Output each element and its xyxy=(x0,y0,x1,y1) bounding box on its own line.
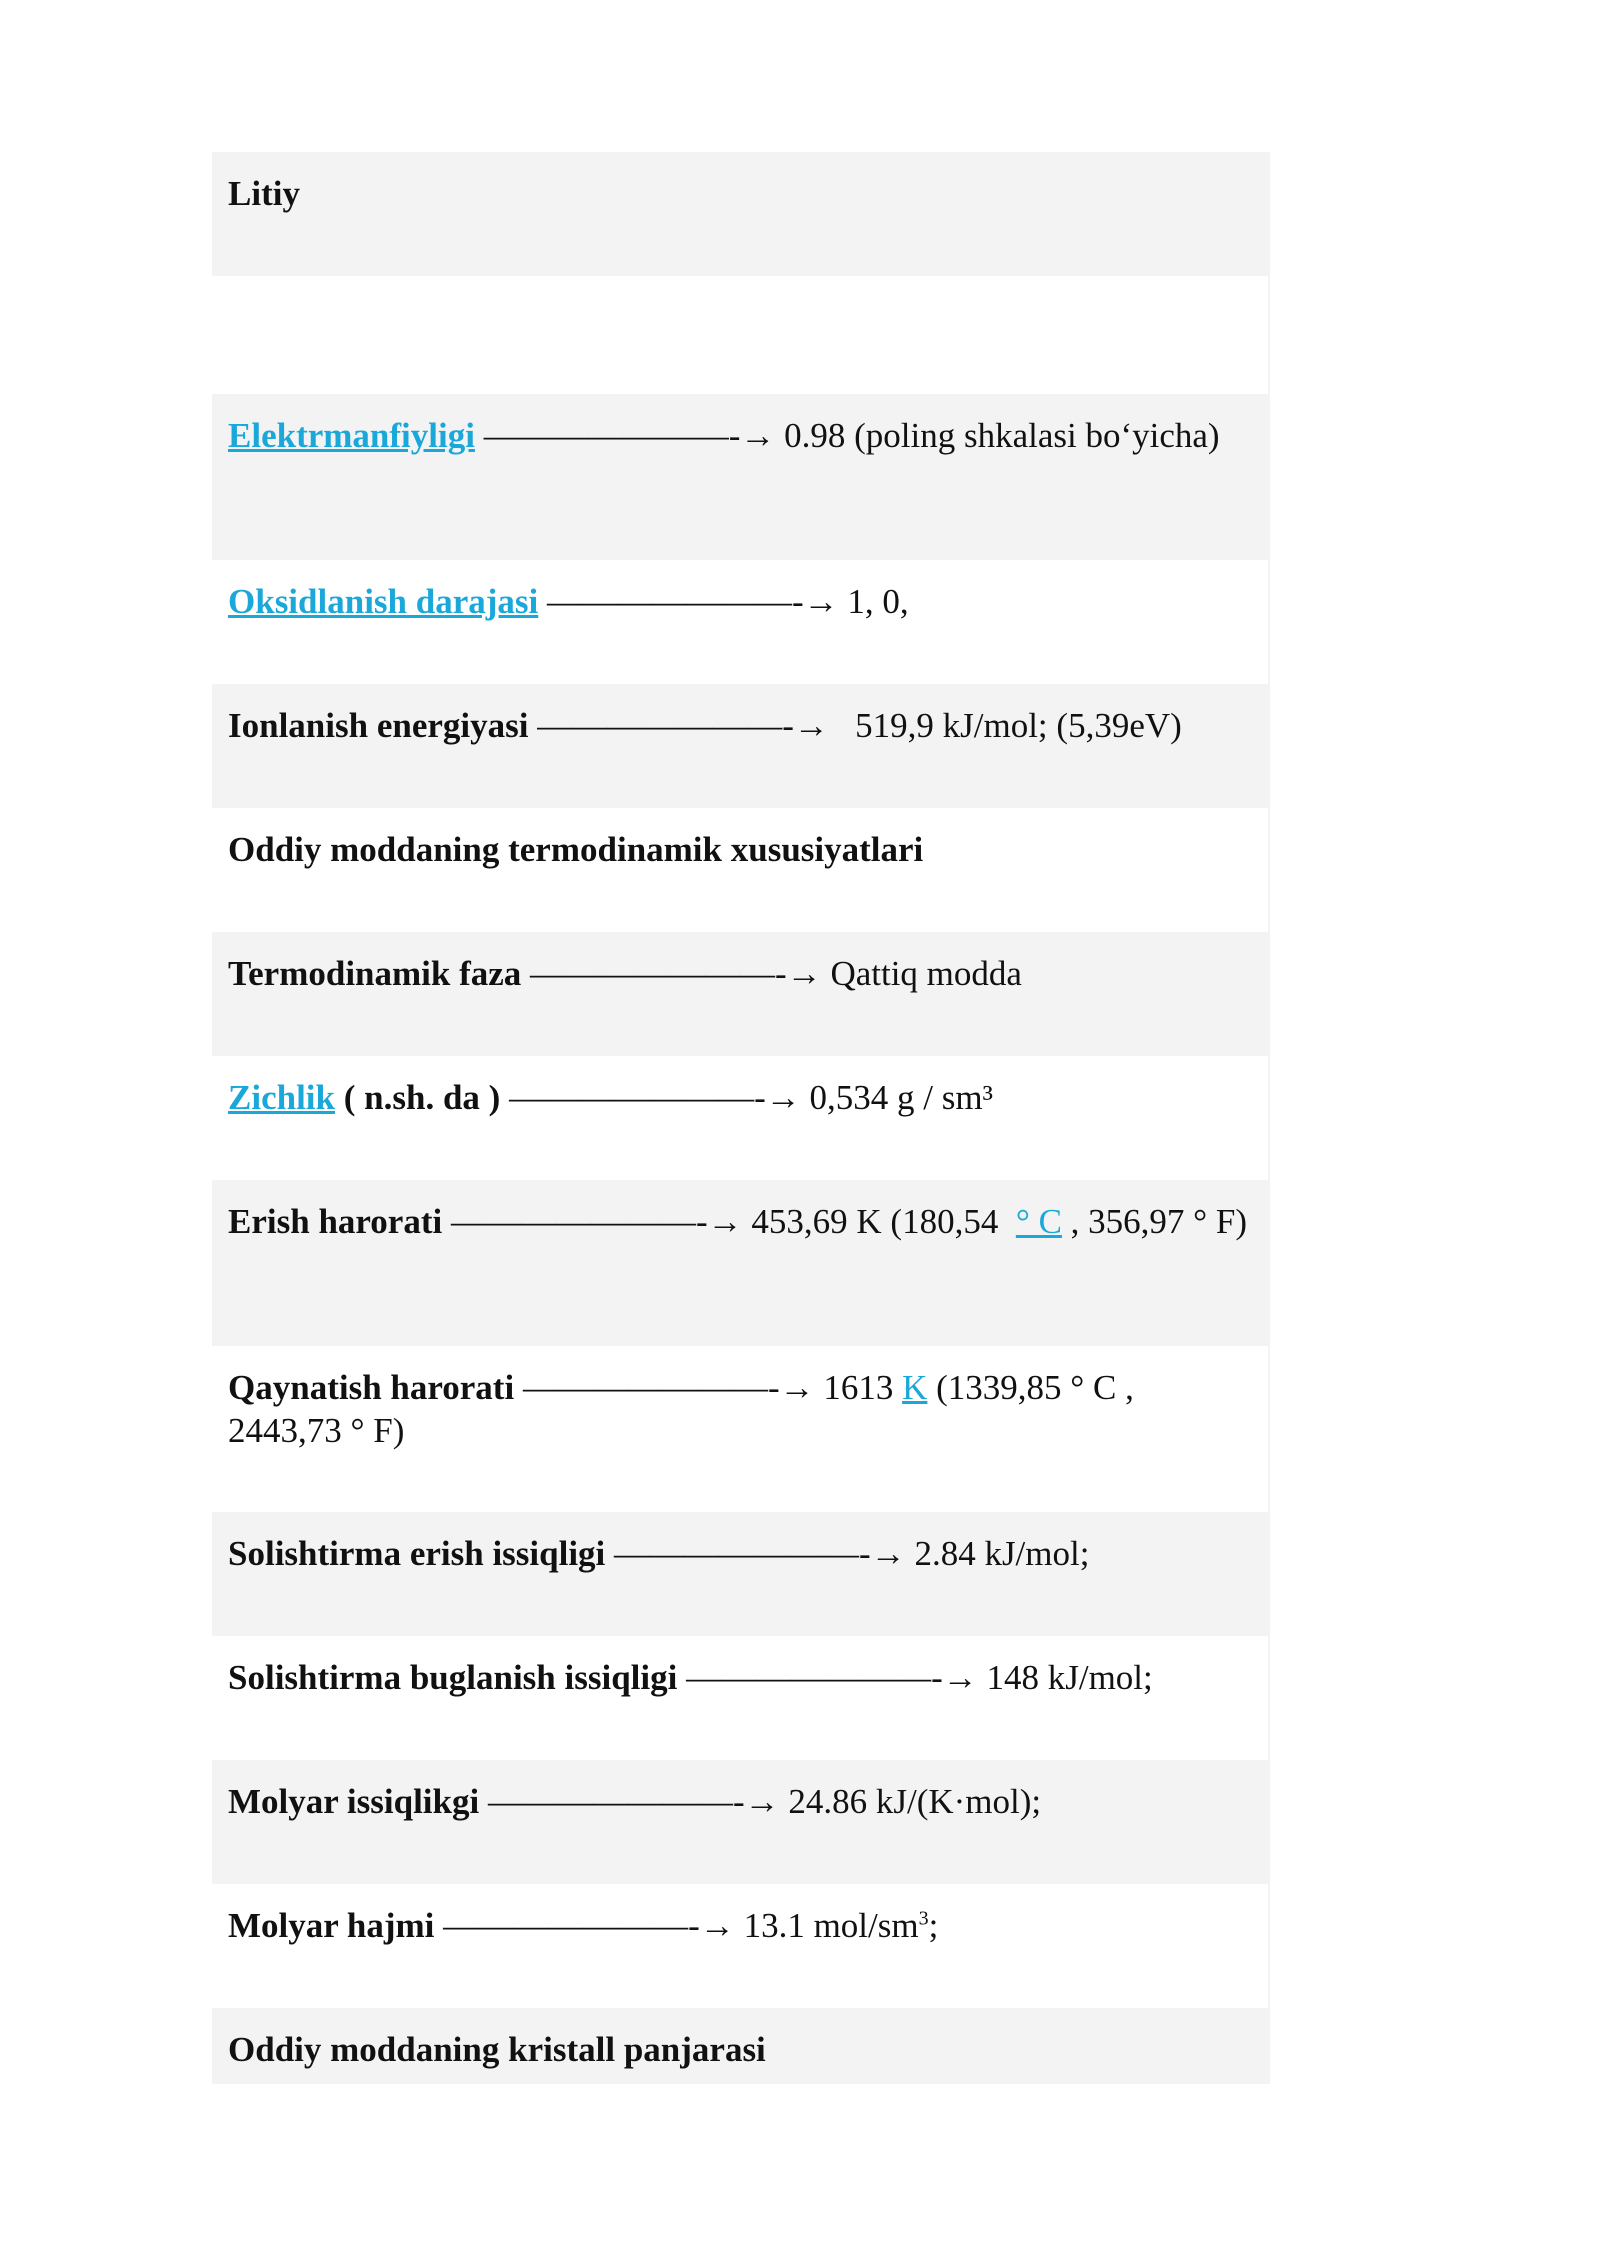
leader-dash: ———————- xyxy=(614,1534,871,1573)
oxidation-row xyxy=(212,560,1270,684)
arrow-icon: → xyxy=(744,1782,780,1821)
fusion-heat-row xyxy=(212,1512,1270,1636)
molar-volume-exponent: 3 xyxy=(918,1907,929,1930)
thermo-heading: Oddiy moddaning termodinamik xususiyatlari xyxy=(228,830,924,869)
vapor-heat-label: Solishtirma buglanish issiqligi xyxy=(228,1658,678,1697)
molar-volume-end: ; xyxy=(928,1906,939,1945)
kelvin-link[interactable]: K xyxy=(902,1368,928,1407)
arrow-icon: → xyxy=(740,416,776,455)
leader-dash: ———————- xyxy=(509,1078,766,1117)
arrow-icon: → xyxy=(779,1368,815,1407)
boiling-value: 1613 xyxy=(823,1368,894,1407)
leader-dash: ———————- xyxy=(487,1782,745,1821)
melting-label: Erish harorati xyxy=(228,1202,443,1241)
leader-dash: ———————- xyxy=(537,706,794,745)
arrow-icon: → xyxy=(765,1078,801,1117)
phase-label: Termodinamik faza xyxy=(228,954,522,993)
electronegativity-link[interactable]: Elektrmanfiyligi xyxy=(228,416,475,455)
oxidation-link[interactable]: Oksidlanish darajasi xyxy=(228,582,539,621)
density-value: 0,534 g / sm³ xyxy=(809,1078,994,1117)
title-row xyxy=(212,152,1270,276)
phase-row xyxy=(212,932,1270,1056)
phase-value: Qattiq modda xyxy=(830,954,1022,993)
arrow-icon: → xyxy=(793,706,829,745)
ionization-row xyxy=(212,684,1270,808)
boiling-row xyxy=(212,1346,1270,1512)
document-table xyxy=(212,152,1270,2084)
arrow-icon: → xyxy=(803,582,839,621)
melting-value-rest: , 356,97 ° F) xyxy=(1070,1202,1248,1241)
electronegativity-value: 0.98 (poling shkalasi bo‘yicha) xyxy=(784,416,1220,455)
electronegativity-row xyxy=(212,394,1270,560)
molar-heat-label: Molyar issiqlikgi xyxy=(228,1782,480,1821)
molar-volume-row xyxy=(212,1884,1270,2008)
blank-row xyxy=(212,276,1270,394)
ionization-label: Ionlanish energiyasi xyxy=(228,706,529,745)
vapor-heat-value: 148 kJ/mol; xyxy=(986,1658,1153,1697)
arrow-icon: → xyxy=(699,1906,735,1945)
arrow-icon: → xyxy=(942,1658,978,1697)
crystal-heading-row xyxy=(212,2008,1270,2084)
leader-dash: ———————- xyxy=(450,1202,708,1241)
melting-row xyxy=(212,1180,1270,1346)
ionization-value: 519,9 kJ/mol; (5,39eV) xyxy=(855,706,1182,745)
leader-dash: ———————- xyxy=(686,1658,943,1697)
arrow-icon: → xyxy=(707,1202,743,1241)
arrow-icon: → xyxy=(870,1534,906,1573)
molar-volume-label: Molyar hajmi xyxy=(228,1906,435,1945)
leader-dash: ———————- xyxy=(443,1906,700,1945)
fusion-heat-label: Solishtirma erish issiqligi xyxy=(228,1534,606,1573)
vapor-heat-row xyxy=(212,1636,1270,1760)
fusion-heat-value: 2.84 kJ/mol; xyxy=(914,1534,1090,1573)
molar-volume-value: 13.1 mol/sm xyxy=(743,1906,919,1945)
leader-dash: ———————- xyxy=(547,582,804,621)
density-row xyxy=(212,1056,1270,1180)
molar-heat-row xyxy=(212,1760,1270,1884)
arrow-icon: → xyxy=(786,954,822,993)
crystal-heading: Oddiy moddaning kristall panjarasi xyxy=(228,2030,766,2069)
boiling-value-rest: (1339,85 ° C , 2443,73 ° F) xyxy=(228,1368,1134,1450)
element-title: Litiy xyxy=(228,174,300,213)
leader-dash: ———————- xyxy=(522,1368,780,1407)
thermo-heading-row xyxy=(212,808,1270,932)
boiling-label: Qaynatish harorati xyxy=(228,1368,515,1407)
melting-value: 453,69 K (180,54 xyxy=(751,1202,999,1241)
molar-heat-value: 24.86 kJ/(K·mol); xyxy=(788,1782,1042,1821)
oxidation-value: 1, 0, xyxy=(847,582,909,621)
density-condition: ( n.sh. da ) xyxy=(343,1078,501,1117)
celsius-link[interactable]: ° C xyxy=(1015,1202,1062,1241)
leader-dash: ———————- xyxy=(530,954,787,993)
leader-dash: ———————- xyxy=(483,416,741,455)
density-link[interactable]: Zichlik xyxy=(228,1078,335,1117)
